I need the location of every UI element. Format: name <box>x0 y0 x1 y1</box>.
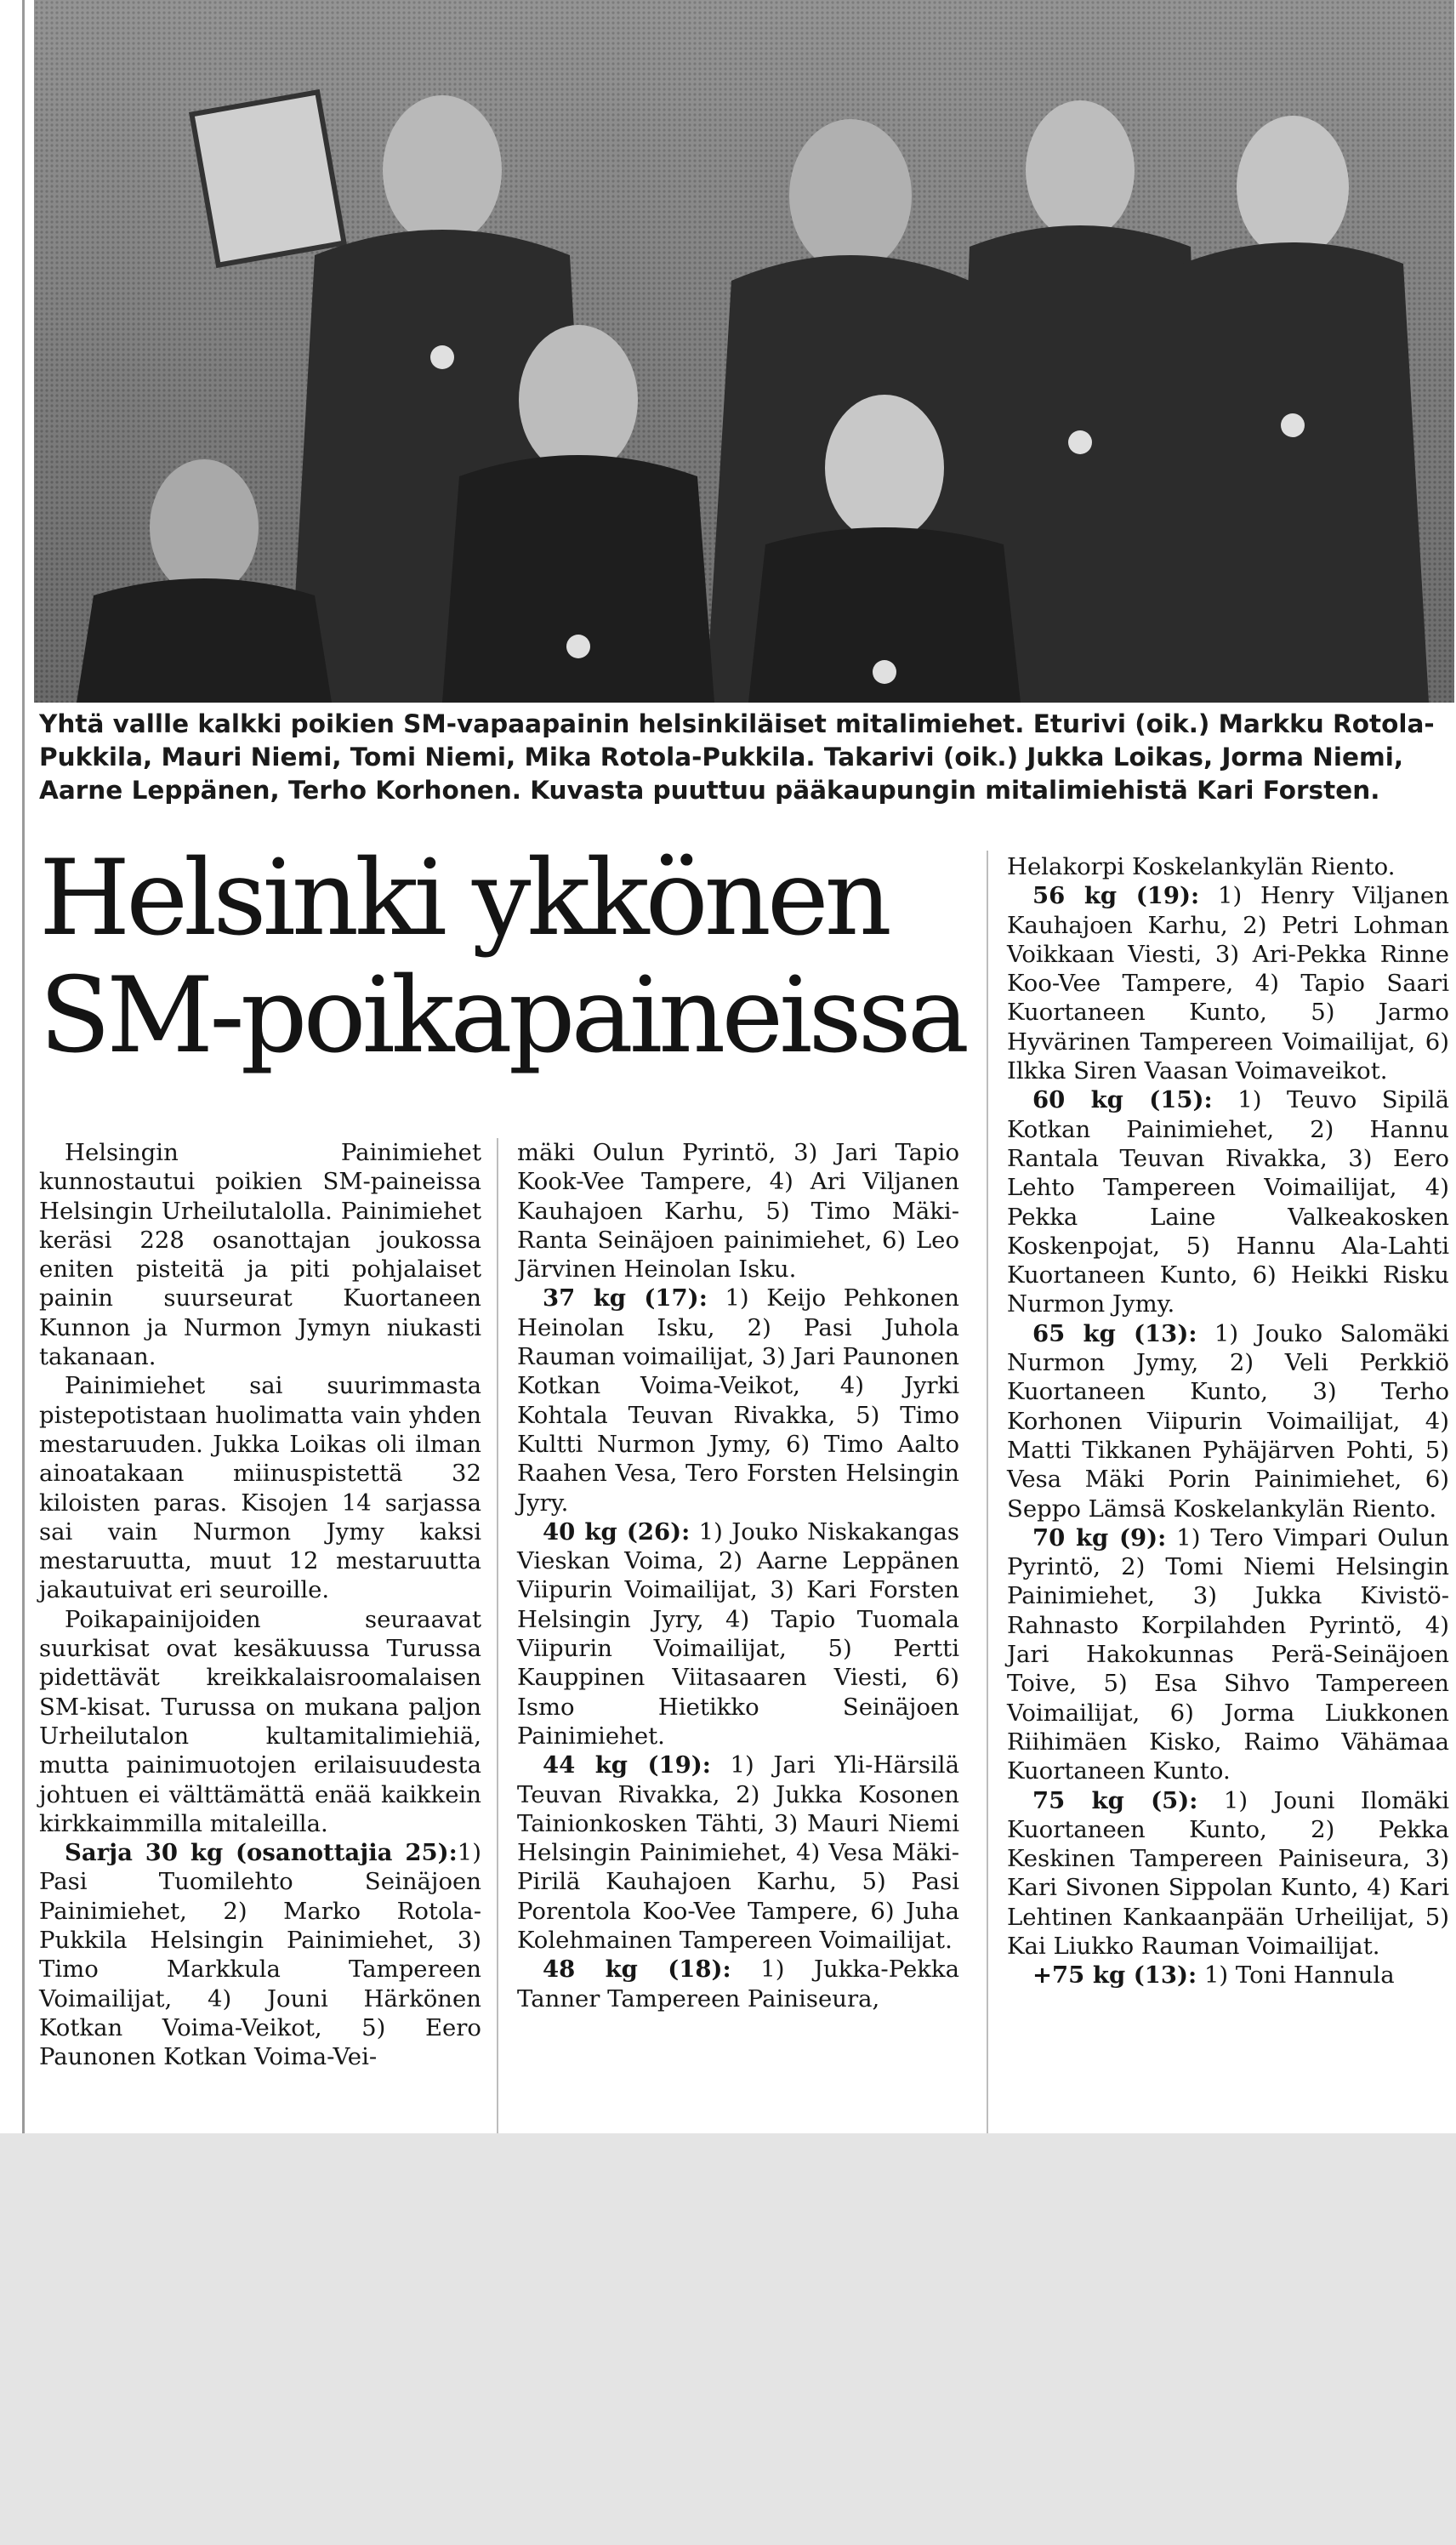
weight-class-label: 60 kg (15): <box>1032 1086 1213 1114</box>
headline <box>39 840 983 1075</box>
result-entry <box>517 1955 959 2013</box>
result-text: 1) Jouko Salomäki Nurmon Jymy, 2) Veli Perkkiö Kuortaneen Kunto, 3) Terho Korhonen Viipurin Voimailijat, 4) Matti Tikkanen Pyhäjärven Pohti, 5) Vesa Mäki Porin Painimiehet, 6) Seppo Lämsä Koskelankylän Riento. <box>1007 1319 1449 1523</box>
result-text: 1) Jouni Ilomäki Kuortaneen Kunto, 2) Pekka Keskinen Tampereen Painiseura, 3) Kari Sivonen Sippolan Kunto, 4) Kari Lehtinen Kankaanpään Urheilijat, 5) Kai Liukko Rauman Voimailijat. <box>1007 1786 1450 1960</box>
weight-class-label: 75 kg (5): <box>1032 1786 1198 1814</box>
article-column-1 <box>39 1138 481 2072</box>
weight-class-label: 70 kg (9): <box>1032 1523 1167 1551</box>
result-text: 1) Pasi Tuomilehto Seinäjoen Painimiehet, 2) Marko Rotola-Pukkila Helsingin Painimiehet, 3) Timo Markkula Tampereen Voimailijat, 4) Jouni Härkönen Kotkan Voima-Veikot, 5) Eero Paunonen Kotkan Voima-Vei- <box>39 1839 481 2071</box>
result-entry <box>1007 1786 1449 1961</box>
column-divider <box>987 851 988 2133</box>
group-photo-icon <box>34 0 1454 703</box>
article-paragraph: Painimiehet sai suurimmasta pistepotistaan huolimatta vain yhden mestaruuden. Jukka Loikas oli ilman ainoatakaan miinuspistettä 32 kiloisten paras. Kisojen 14 sarjassa sai vain Nurmon Jymy kaksi mestaruutta, muut 12 mestaruutta jakautuivat eri seuroille. <box>39 1372 481 1604</box>
weight-class-label: 65 kg (13): <box>1032 1319 1197 1347</box>
result-text: 1) Keijo Pehkonen Heinolan Isku, 2) Pasi Juhola Rauman voimailijat, 3) Jari Paunonen Kotkan Voima-Veikot, 4) Jyrki Kohtala Teuvan Rivakka, 5) Timo Kultti Nurmon Jymy, 6) Timo Aalto Raahen Vesa, Tero Forsten Helsingin Jyry. <box>517 1284 959 1517</box>
result-continuation: Helakorpi Koskelankylän Riento. <box>1007 853 1396 880</box>
result-text: 1) Toni Hannula <box>1203 1961 1395 1990</box>
headline-line-2: SM-poikapaineissa <box>39 955 966 1077</box>
column-divider <box>497 1138 498 2133</box>
article-column-2 <box>517 1138 959 2013</box>
clipping-edge <box>22 0 25 2133</box>
result-entry <box>517 1751 959 1955</box>
headline-line-1: Helsinki ykkönen <box>39 838 888 959</box>
weight-class-label: 44 kg (19): <box>543 1751 711 1779</box>
weight-class-label: 48 kg (18): <box>543 1956 731 1984</box>
result-text: 1) Henry Viljanen Kauhajoen Karhu, 2) Petri Lohman Voikkaan Viesti, 3) Ari-Pekka Rinne Koo-Vee Tampere, 4) Tapio Saari Kuortaneen Kunto, 5) Jarmo Hyvärinen Tampereen Voimailijat, 6) Ilkka Siren Vaasan Voimaveikot. <box>1007 882 1449 1085</box>
result-entry <box>1007 1319 1449 1523</box>
result-entry <box>1007 1961 1449 1990</box>
result-entry <box>1007 1085 1449 1318</box>
team-photo <box>34 0 1454 703</box>
weight-class-label: 37 kg (17): <box>543 1284 708 1312</box>
result-entry <box>39 1838 481 2071</box>
result-entry <box>1007 881 1449 1085</box>
result-entry <box>517 1517 959 1751</box>
photo-caption: Yhtä vallle kalkki poikien SM-vapaapainin helsinkiläiset mitalimiehet. Eturivi (oik.) Markku Rotola-Pukkila, Mauri Niemi, Tomi Niemi, Mika Rotola-Pukkila. Takarivi (oik.) Jukka Loikas, Jorma Niemi, Aarne Leppänen, Terho Korhonen. Kuvasta puuttuu pääkaupungin mitalimiehistä Kari Forsten. <box>39 709 1435 805</box>
article-paragraph: Helsingin Painimiehet kunnostautui poikien SM-paineissa Helsingin Urheilutalolla. Painimiehet keräsi 228 osanottajan joukossa eniten pisteitä ja piti pohjalaiset painin suurseurat Kuortaneen Kunnon ja Nurmon Jymyn niukasti takanaan. <box>39 1139 481 1371</box>
weight-class-label: 40 kg (26): <box>543 1517 691 1546</box>
result-continuation: mäki Oulun Pyrintö, 3) Jari Tapio Kook-Vee Tampere, 4) Ari Viljanen Kauhajoen Karhu, 5) Timo Mäki-Ranta Seinäjoen painimiehet, 6) Leo Järvinen Heinolan Isku. <box>517 1139 959 1284</box>
result-entry <box>517 1284 959 1517</box>
weight-class-label: +75 kg (13): <box>1032 1961 1197 1990</box>
article-column-3 <box>1007 852 1449 1990</box>
result-text: 1) Teuvo Sipilä Kotkan Painimiehet, 2) Hannu Rantala Teuvan Rivakka, 3) Eero Lehto Tampereen Voimailijat, 4) Pekka Laine Valkeakosken Koskenpojat, 5) Hannu Ala-Lahti Kuortaneen Kunto, 6) Heikki Risku Nurmon Jymy. <box>1007 1086 1450 1318</box>
result-entry <box>1007 1523 1449 1786</box>
result-text: 1) Jari Yli-Härsilä Teuvan Rivakka, 2) Jukka Kosonen Tainionkosken Tähti, 3) Mauri Niemi Helsingin Painimiehet, 4) Vesa Mäki-Pirilä Kauhajoen Karhu, 5) Pasi Porentola Koo-Vee Tampere, 6) Juha Kolehmainen Tampereen Voimailijat. <box>517 1751 959 1955</box>
weight-class-label: 56 kg (19): <box>1032 882 1200 910</box>
weight-class-label: Sarja 30 kg (osanottajia 25): <box>65 1839 458 1867</box>
result-text: 1) Jouko Niskakangas Vieskan Voima, 2) Aarne Leppänen Viipurin Voimailijat, 3) Kari Forsten Helsingin Jyry, 4) Tapio Tuomala Viipurin Voimailijat, 5) Pertti Kauppinen Viitasaaren Viesti, 6) Ismo Hietikko Seinäjoen Painimiehet. <box>517 1517 959 1750</box>
article-paragraph: Poikapainijoiden seuraavat suurkisat ovat kesäkuussa Turussa pidettävät kreikkalaisroomalaisen SM-kisat. Turussa on mukana paljon Urheilutalon kultamitalimiehiä, mutta painimuotojen erilaisuudesta johtuen ei välttämättä enää kaikkein kirkkaimmilla mitaleilla. <box>39 1605 481 1837</box>
result-text: 1) Jukka-Pekka Tanner Tampereen Painiseura, <box>517 1956 959 2013</box>
result-text: 1) Tero Vimpari Oulun Pyrintö, 2) Tomi Niemi Helsingin Painimiehet, 3) Jukka Kivistö-Rahnasto Korpilahden Pyrintö, 4) Jari Hakokunnas Perä-Seinäjoen Toive, 5) Esa Sihvo Tampereen Voimailijat, 6) Jorma Liukkonen Riihimäen Kisko, Raimo Vähämaa Kuortaneen Kunto. <box>1007 1523 1449 1785</box>
